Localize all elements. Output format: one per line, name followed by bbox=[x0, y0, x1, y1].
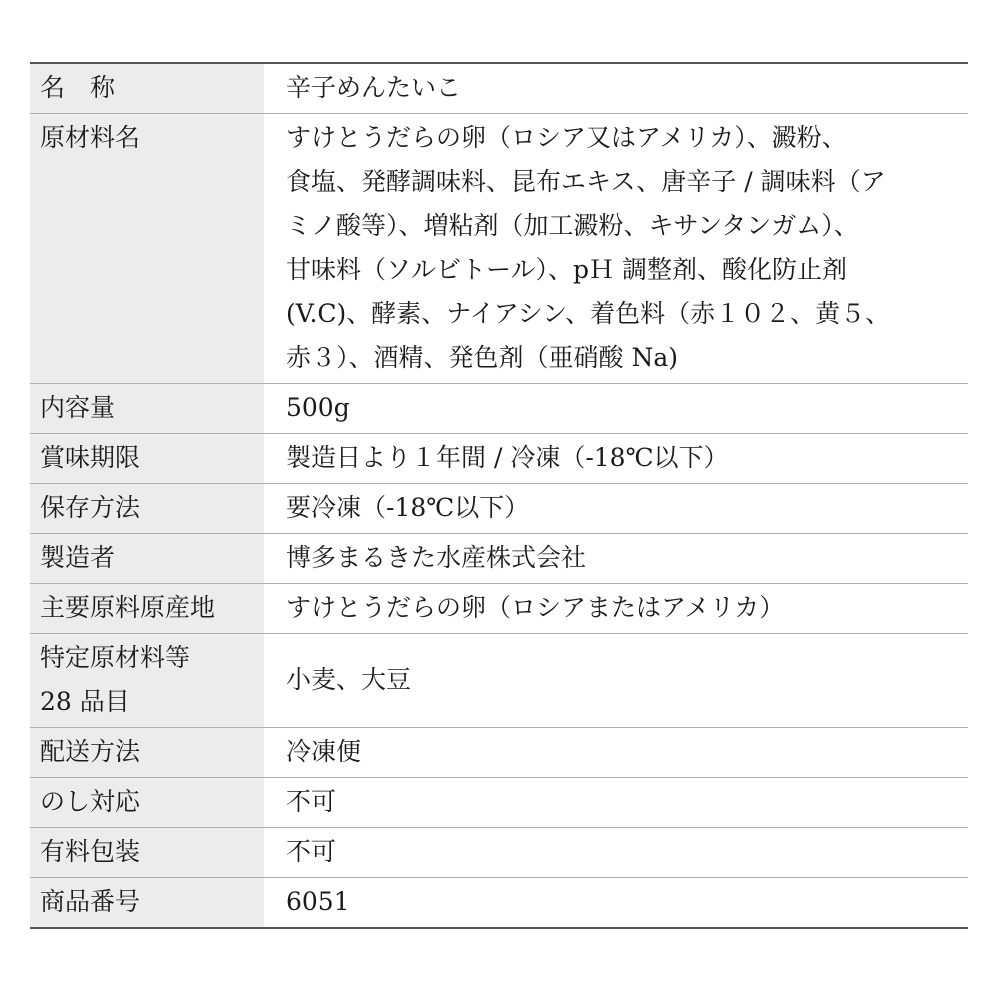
value-text: 不可 bbox=[286, 837, 337, 866]
value-text: 辛子めんたいこ bbox=[286, 73, 462, 102]
value-text: すけとうだらの卵（ロシアまたはアメリカ） bbox=[286, 593, 785, 622]
label-text: 保存方法 bbox=[40, 493, 141, 522]
label-text: 原材料名 bbox=[40, 123, 141, 152]
row-manufacturer bbox=[30, 534, 968, 584]
value-text: すけとうだらの卵（ロシア又はアメリカ）、澱粉、 bbox=[286, 123, 847, 152]
row-label bbox=[30, 634, 264, 728]
value-text: 製造日より１年間 / 冷凍（-18℃以下） bbox=[286, 443, 729, 472]
row-value bbox=[264, 63, 968, 114]
value-text: 要冷凍（-18℃以下） bbox=[286, 493, 530, 522]
row-value bbox=[264, 634, 968, 728]
row-storage bbox=[30, 484, 968, 534]
row-noshi bbox=[30, 778, 968, 828]
row-label bbox=[30, 114, 264, 384]
value-text: 小麦、大豆 bbox=[286, 665, 412, 694]
label-text: 特定原材料等 bbox=[40, 643, 191, 672]
row-ingredients bbox=[30, 114, 968, 384]
row-value bbox=[264, 384, 968, 434]
label-text: 賞味期限 bbox=[40, 443, 141, 472]
value-text: ミノ酸等）、増粘剤（加工澱粉、キサンタンガム）、 bbox=[286, 211, 859, 240]
row-value bbox=[264, 728, 968, 778]
row-label bbox=[30, 878, 264, 929]
row-label bbox=[30, 384, 264, 434]
value-text: 冷凍便 bbox=[286, 737, 362, 766]
value-text: 甘味料（ソルビトール）、pＨ 調整剤、酸化防止剤 bbox=[286, 255, 847, 284]
row-value bbox=[264, 828, 968, 878]
row-label bbox=[30, 434, 264, 484]
value-text: 6051 bbox=[286, 887, 350, 916]
row-best-before bbox=[30, 434, 968, 484]
label-text: 主要原料原産地 bbox=[40, 593, 216, 622]
value-text: (V.C)、酵素、ナイアシン、着色料（赤１０２、黄５、 bbox=[286, 299, 891, 328]
row-value bbox=[264, 434, 968, 484]
product-spec-table bbox=[30, 62, 968, 929]
value-text: 食塩、発酵調味料、昆布エキス、唐辛子 / 調味料（ア bbox=[286, 167, 886, 196]
row-origin bbox=[30, 584, 968, 634]
row-contents bbox=[30, 384, 968, 434]
row-label bbox=[30, 778, 264, 828]
row-label bbox=[30, 728, 264, 778]
row-product-number bbox=[30, 878, 968, 929]
row-value bbox=[264, 584, 968, 634]
row-allergens bbox=[30, 634, 968, 728]
row-label bbox=[30, 534, 264, 584]
row-gift-wrap bbox=[30, 828, 968, 878]
row-value bbox=[264, 114, 968, 384]
value-text: 赤３）、酒精、発色剤（亜硝酸 Na) bbox=[286, 343, 678, 372]
row-label bbox=[30, 828, 264, 878]
label-text: 商品番号 bbox=[40, 887, 141, 916]
row-value bbox=[264, 878, 968, 929]
label-text: 28 品目 bbox=[40, 687, 130, 716]
value-text: 博多まるきた水産株式会社 bbox=[286, 543, 587, 572]
row-value bbox=[264, 484, 968, 534]
value-text: 500g bbox=[286, 393, 350, 422]
row-name bbox=[30, 63, 968, 114]
value-text: 不可 bbox=[286, 787, 337, 816]
label-text: 有料包装 bbox=[40, 837, 141, 866]
row-label bbox=[30, 584, 264, 634]
row-label bbox=[30, 484, 264, 534]
label-text: 配送方法 bbox=[40, 737, 141, 766]
row-label bbox=[30, 63, 264, 114]
row-value bbox=[264, 778, 968, 828]
label-text: 内容量 bbox=[40, 393, 116, 422]
row-value bbox=[264, 534, 968, 584]
label-text: 製造者 bbox=[40, 543, 116, 572]
label-text: 名 称 bbox=[40, 73, 116, 102]
row-shipping bbox=[30, 728, 968, 778]
label-text: のし対応 bbox=[40, 787, 141, 816]
